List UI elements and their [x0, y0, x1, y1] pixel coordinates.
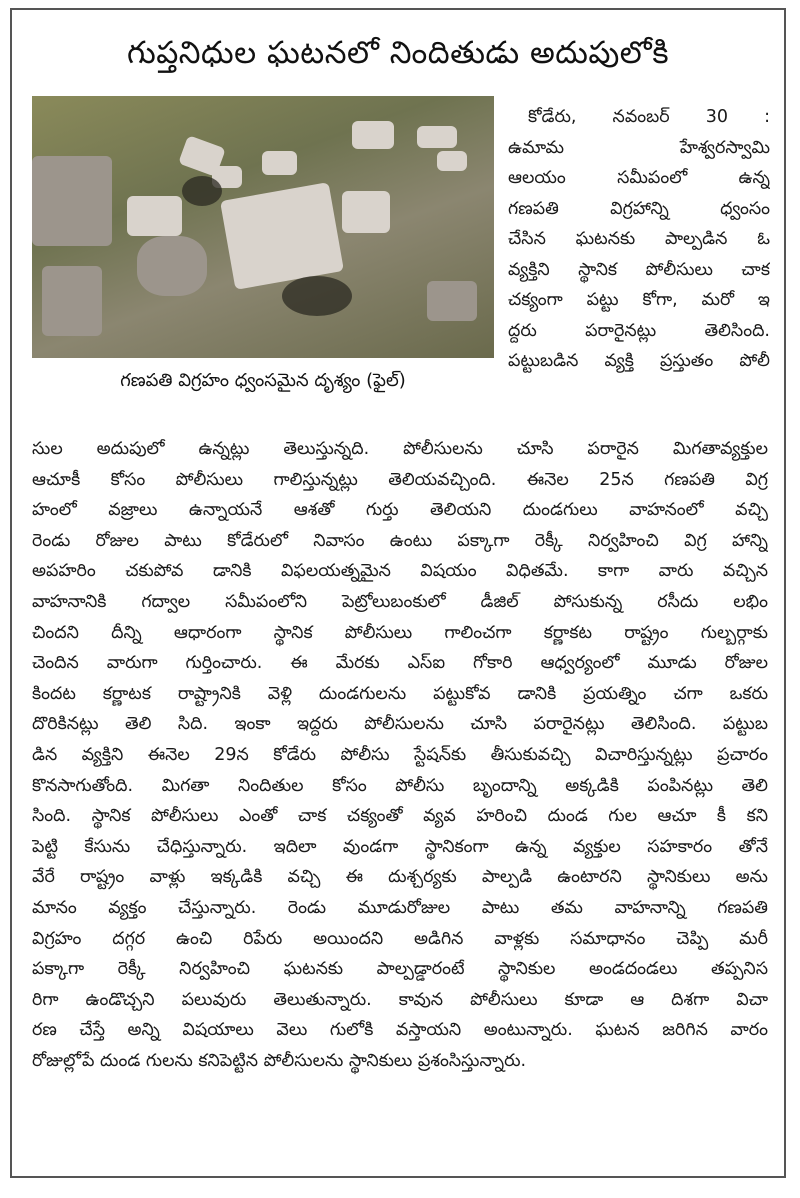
- body-line: దొరికినట్లు తెలి సిది. ఇంకా ఇద్దరు పోలీసులను చూసి పరారైనట్లు తెలిసింది. పట్టుబ: [32, 714, 768, 735]
- body-line: చెందిన వారుగా గుర్తించారు. ఈ మేరకు ఎస్ఐ గోకారి ఆధ్వర్యంలో మూడు రోజుల: [32, 653, 768, 674]
- body-line: పెట్టి కేసును చేధిస్తున్నారు. ఇదిలా వుండగా స్థానికంగా ఉన్న వ్యక్తుల సహకారం తోనే: [32, 836, 768, 857]
- side-line: వ్యక్తిని స్థానిక పోలీసులు చాక: [508, 259, 770, 280]
- body-text: [32, 434, 768, 1076]
- body-line: వాహనానికి గద్వాల సమీపంలోని పెట్రోలుబంకులో డీజిల్ పోసుకున్న రసీదు లభిం: [32, 591, 768, 612]
- body-line: ఆచూకీ కోసం పోలీసులు గాలిస్తున్నట్లు తెలియవచ్చింది. ఈనెల 25న గణపతి విగ్ర: [32, 469, 768, 490]
- body-line: చిందని దీన్ని ఆధారంగా స్థానిక పోలీసులు గాలించగా కర్ణాకట రాష్ట్రం గుల్బర్గాకు: [32, 622, 768, 643]
- body-line: డిన వ్యక్తిని ఈనెల 29న కోడేరు పోలీసు స్టేషన్‌కు తీసుకువచ్చి విచారిస్తున్నట్లు ప్రచారం: [32, 744, 768, 765]
- body-line: రెండు రోజుల పాటు కోడేరులో నివాసం ఉంటు పక్కాగా రెక్కీ నిర్వహించి విగ్ర హాన్ని: [32, 530, 768, 551]
- body-line: హంలో వజ్రాలు ఉన్నాయనే ఆశతో గుర్తు తెలియని దుండగులు వాహనంలో వచ్చి: [32, 500, 768, 521]
- side-column: [508, 102, 770, 377]
- body-line: మానం వ్యక్తం చేస్తున్నారు. రెండు మూడురోజుల పాటు తమ వాహనాన్ని గణపతి: [32, 897, 768, 918]
- side-line: పట్టుబడిన వ్యక్తి ప్రస్తుతం పోలీ: [508, 351, 770, 371]
- body-line: అపహరిం చకుపోవ డానికి విఫలయత్నమైన విషయం విధితమే. కాగా వారు వచ్చిన: [32, 561, 768, 582]
- headline: గుప్తనిధుల ఘటనలో నిందితుడు అదుపులోకి: [126, 35, 670, 71]
- side-line: ఆలయం సమీపంలో ఉన్న: [508, 168, 770, 188]
- body-line: వేరే రాష్ట్రం వాళ్లు ఇక్కడికి వచ్చి ఈ దుశ్చర్యకు పాల్పడి ఉంటారని స్థానికులు అను: [32, 867, 768, 888]
- body-line: కిందట కర్ణాటక రాష్ట్రానికి వెళ్లి దుండగులను పట్టుకోవ డానికి ప్రయత్నిం చగా ఒకరు: [32, 683, 768, 704]
- photo-caption: గణపతి విగ్రహం ధ్వంసమైన దృశ్యం (ఫైల్): [120, 370, 406, 391]
- body-line: పక్కాగా రెక్కీ నిర్వహించి ఘటనకు పాల్పడ్డారంటే స్థానికుల అండదండలు తప్పనిస: [32, 959, 768, 980]
- side-line: ఉమామ హేశ్వరస్వామి: [508, 137, 770, 158]
- side-line: గణపతి విగ్రహాన్ని ధ్వంసం: [508, 198, 770, 219]
- rubble-photo: [32, 96, 494, 358]
- body-line: రణ చేస్తే అన్ని విషయాలు వెలు గులోకి వస్తాయని అంటున్నారు. ఘటన జరిగిన వారం: [32, 1020, 768, 1041]
- side-line: ద్దరు పరారైనట్లు తెలిసింది.: [508, 320, 770, 341]
- body-line: రిగా ఉండొచ్చని పలువురు తెలుతున్నారు. కావున పోలీసులు కూడా ఆ దిశగా విచా: [32, 989, 768, 1010]
- side-line: చక్యంగా పట్టు కోగా, మరో ఇ: [508, 290, 770, 310]
- body-line: సుల అదుపులో ఉన్నట్లు తెలుస్తున్నది. పోలీసులను చూసి పరారైన మిగతావ్యక్తుల: [32, 439, 768, 459]
- side-line: చేసిన ఘటనకు పాల్పడిన ఓ: [508, 229, 770, 249]
- body-line: సింది. స్థానిక పోలీసులు ఎంతో చాక చక్యంతో వ్యవ హరించి దుండ గుల ఆచూ కీ కని: [32, 806, 768, 827]
- body-line: రోజుల్లోపే దుండ గులను కనిపెట్టిన పోలీసులను స్థానికులు ప్రశంసిస్తున్నారు.: [32, 1050, 527, 1071]
- news-clipping: [10, 8, 786, 1178]
- photo-block: [32, 96, 494, 394]
- body-line: కొనసాగుతోంది. మిగతా నిందితుల కోసం పోలీసు బృందాన్ని అక్కడికి పంపినట్లు తెలి: [32, 775, 768, 796]
- dateline: కోడేరు, నవంబర్ 30 :: [528, 107, 770, 127]
- body-line: విగ్రహం దగ్గర ఉంచి రిపేరు అయిందని అడిగిన వాళ్లకు సమాధానం చెప్పి మరీ: [32, 928, 768, 949]
